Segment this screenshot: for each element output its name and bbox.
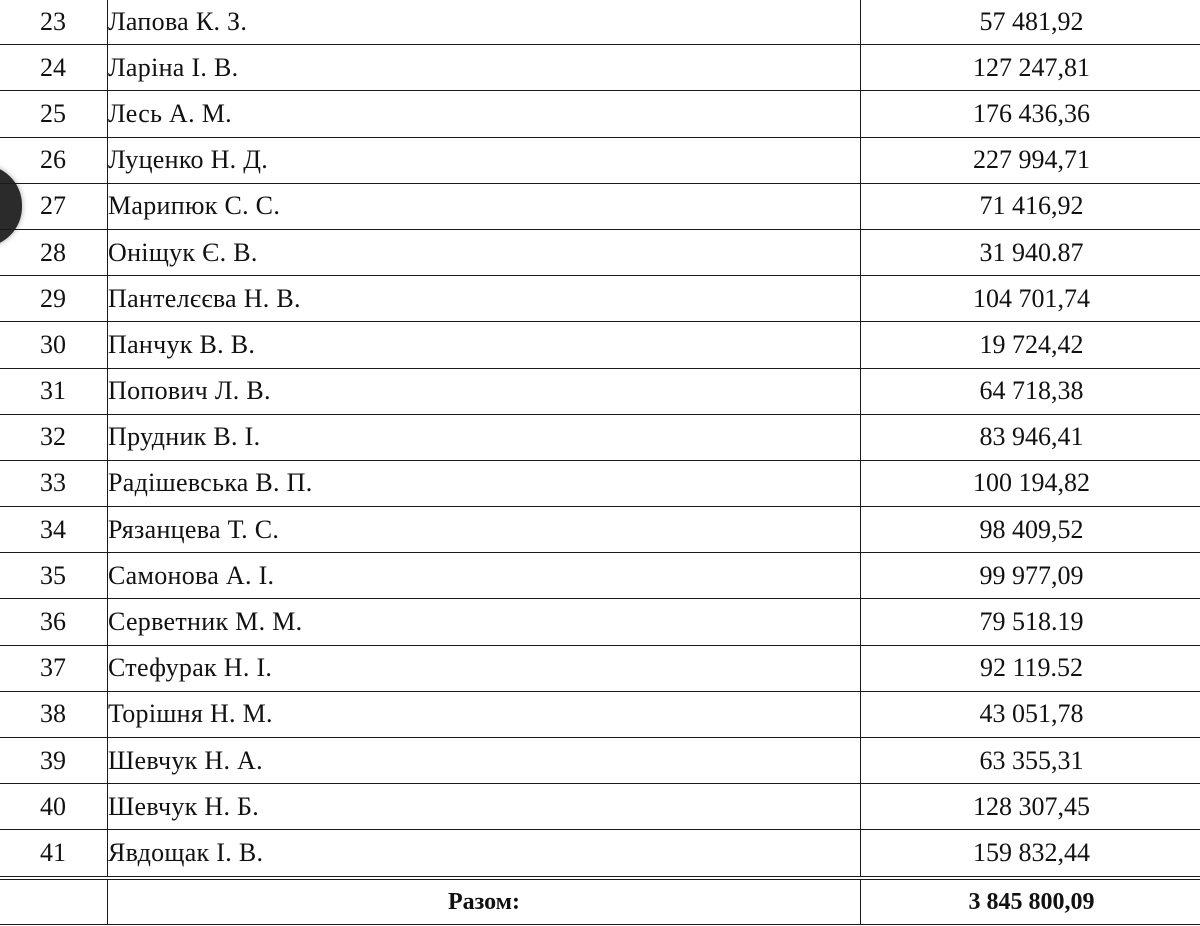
amount: 98 409,52 xyxy=(861,507,1200,553)
total-row xyxy=(0,878,1200,925)
person-name: Пантелєєва Н. В. xyxy=(108,276,861,322)
person-name: Серветник М. М. xyxy=(108,599,861,645)
person-name: Ларіна І. В. xyxy=(108,45,861,91)
person-name: Стефурак Н. І. xyxy=(108,645,861,691)
person-name: Марипюк С. С. xyxy=(108,183,861,229)
person-name: Лапова К. З. xyxy=(108,0,861,45)
row-number: 27 xyxy=(0,183,108,229)
person-name: Панчук В. В. xyxy=(108,322,861,368)
amount: 31 940.87 xyxy=(861,229,1200,275)
person-name: Оніщук Є. В. xyxy=(108,229,861,275)
total-amount: 3 845 800,09 xyxy=(861,878,1200,925)
person-name: Прудник В. І. xyxy=(108,414,861,460)
row-number: 24 xyxy=(0,45,108,91)
row-number: 37 xyxy=(0,645,108,691)
table-row xyxy=(0,414,1200,460)
person-name: Самонова А. І. xyxy=(108,553,861,599)
row-number: 26 xyxy=(0,137,108,183)
table-row xyxy=(0,91,1200,137)
table-row xyxy=(0,645,1200,691)
total-empty-cell xyxy=(0,878,108,925)
row-number: 30 xyxy=(0,322,108,368)
table-row xyxy=(0,322,1200,368)
person-name: Попович Л. В. xyxy=(108,368,861,414)
table-row xyxy=(0,45,1200,91)
amount: 19 724,42 xyxy=(861,322,1200,368)
amount: 227 994,71 xyxy=(861,137,1200,183)
amount: 104 701,74 xyxy=(861,276,1200,322)
person-name: Шевчук Н. А. xyxy=(108,738,861,784)
row-number: 32 xyxy=(0,414,108,460)
row-number: 41 xyxy=(0,830,108,878)
person-name: Лесь А. М. xyxy=(108,91,861,137)
row-number: 40 xyxy=(0,784,108,830)
table-row xyxy=(0,368,1200,414)
table-row xyxy=(0,691,1200,737)
row-number: 35 xyxy=(0,553,108,599)
row-number: 23 xyxy=(0,0,108,45)
row-number: 39 xyxy=(0,738,108,784)
row-number: 36 xyxy=(0,599,108,645)
table-row xyxy=(0,553,1200,599)
table-row xyxy=(0,276,1200,322)
amount: 63 355,31 xyxy=(861,738,1200,784)
table-row xyxy=(0,784,1200,830)
table-row xyxy=(0,0,1200,45)
table-row xyxy=(0,183,1200,229)
person-name: Луценко Н. Д. xyxy=(108,137,861,183)
person-name: Явдощак І. В. xyxy=(108,830,861,878)
table-row xyxy=(0,738,1200,784)
person-name: Радішевська В. П. xyxy=(108,460,861,506)
amount: 128 307,45 xyxy=(861,784,1200,830)
person-name: Торішня Н. М. xyxy=(108,691,861,737)
table-row xyxy=(0,229,1200,275)
amount: 92 119.52 xyxy=(861,645,1200,691)
amount: 100 194,82 xyxy=(861,460,1200,506)
row-number: 28 xyxy=(0,229,108,275)
amount: 57 481,92 xyxy=(861,0,1200,45)
table-row xyxy=(0,507,1200,553)
person-name: Шевчук Н. Б. xyxy=(108,784,861,830)
amount: 83 946,41 xyxy=(861,414,1200,460)
row-number: 31 xyxy=(0,368,108,414)
row-number: 38 xyxy=(0,691,108,737)
total-label: Разом: xyxy=(108,878,861,925)
amount: 79 518.19 xyxy=(861,599,1200,645)
amount: 64 718,38 xyxy=(861,368,1200,414)
row-number: 34 xyxy=(0,507,108,553)
row-number: 29 xyxy=(0,276,108,322)
amount: 99 977,09 xyxy=(861,553,1200,599)
row-number: 25 xyxy=(0,91,108,137)
amount: 176 436,36 xyxy=(861,91,1200,137)
table-row xyxy=(0,460,1200,506)
table-row xyxy=(0,830,1200,878)
table-row xyxy=(0,599,1200,645)
person-name: Рязанцева Т. С. xyxy=(108,507,861,553)
amount: 159 832,44 xyxy=(861,830,1200,878)
amount: 71 416,92 xyxy=(861,183,1200,229)
amount: 43 051,78 xyxy=(861,691,1200,737)
row-number: 33 xyxy=(0,460,108,506)
table-row xyxy=(0,137,1200,183)
amount: 127 247,81 xyxy=(861,45,1200,91)
